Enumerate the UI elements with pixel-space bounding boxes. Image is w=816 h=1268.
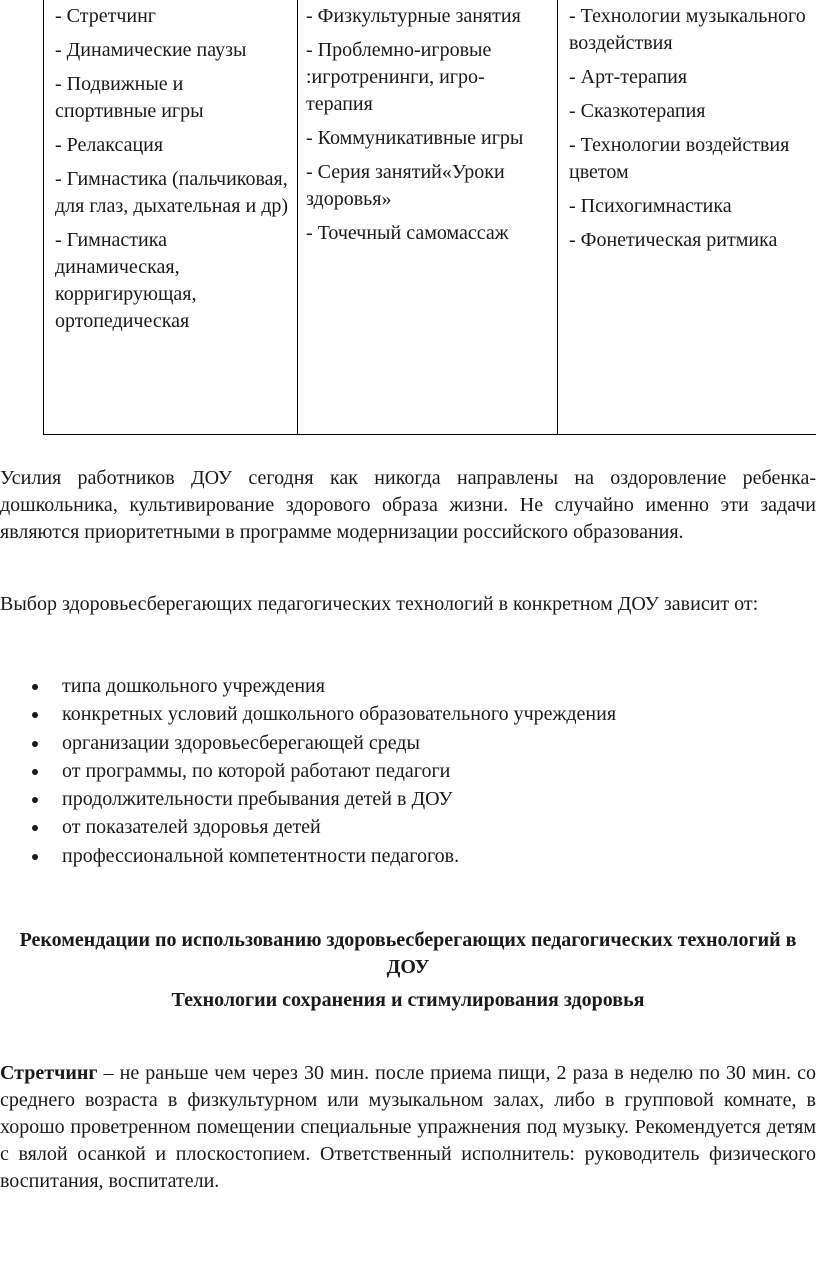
cell-item: - Подвижные и спортивные игры: [55, 73, 204, 122]
cell-item: - Серия занятий«Уроки здоровья»: [306, 161, 505, 210]
cell-item: - Стретчинг: [55, 5, 157, 27]
list-item-text: от программы, по которой работают педагоги: [62, 759, 451, 782]
bullet-icon: [32, 741, 38, 747]
cell-item: - Точечный самомассаж: [306, 222, 509, 244]
cell-item: - Гимнастика (пальчиковая, для глаз, дыхательная и др): [55, 168, 289, 217]
cell-item: - Психогимнастика: [569, 195, 732, 217]
technologies-table: [43, 0, 816, 435]
choice-paragraph: Выбор здоровьесберегающих педагогических технологий в конкретном ДОУ зависит от:: [0, 593, 759, 615]
table-row: [44, 0, 816, 435]
list-item: [0, 813, 616, 841]
bullet-icon: [32, 684, 38, 690]
stretching-description: – не раньше чем через 30 мин. после приема пищи, 2 раза в неделю по 30 мин. со среднего возраста в физкультурном или музыкальном залах, либо в групповой комнате, в хорошо проветренном помещении специальные упражнения под музыку. Рекомендуется детям с вялой осанкой и плоскостопием. Ответственный исполнитель: руководитель физического воспитания, воспитатели.: [0, 1062, 816, 1192]
list-item-text: продолжительности пребывания детей в ДОУ: [62, 788, 453, 811]
list-item-text: типа дошкольного учреждения: [62, 675, 325, 697]
section-heading: Рекомендации по использованию здоровьесберегающих педагогических технологий в ДОУ: [19, 929, 797, 978]
list-item-text: от показателей здоровья детей: [62, 816, 321, 839]
list-item: [0, 757, 616, 785]
cell-item: - Арт-терапия: [569, 66, 688, 88]
cell-item: - Фонетическая ритмика: [569, 229, 778, 251]
list-item: [0, 785, 616, 813]
list-item-text: профессиональной компетентности педагогов.: [62, 844, 460, 867]
bullet-icon: [32, 712, 38, 718]
bullet-icon: [32, 854, 38, 860]
table-cell-col-3: [558, 0, 816, 435]
table-cell-col-2: [298, 0, 558, 435]
term-stretching: Стретчинг: [0, 1062, 98, 1084]
bullet-icon: [32, 797, 38, 803]
list-item: [0, 842, 616, 870]
bullet-icon: [32, 769, 38, 775]
cell-item: - Релаксация: [55, 134, 164, 156]
list-item-text: конкретных условий дошкольного образовательного учреждения: [62, 703, 617, 726]
table-cell-col-1: [44, 0, 298, 435]
cell-item: - Физкультурные занятия: [306, 5, 521, 27]
cell-item: - Технологии воздействия цветом: [569, 134, 790, 183]
cell-item: - Коммуникативные игры: [306, 127, 524, 149]
factors-list: [0, 672, 616, 870]
subsection-heading: Технологии сохранения и стимулирования здоровья: [171, 989, 645, 1011]
list-item: [0, 672, 616, 700]
bullet-icon: [32, 825, 38, 831]
stretching-paragraph: [0, 1060, 816, 1195]
intro-paragraph: Усилия работников ДОУ сегодня как никогда направлены на оздоровление ребенка-дошкольника, культивирование здорового образа жизни. Не случайно именно эти задачи являются приоритетными в программе модернизации российского образования.: [0, 467, 816, 543]
cell-item: - Динамические паузы: [55, 39, 247, 61]
cell-item: - Сказкотерапия: [569, 100, 706, 122]
cell-item: - Технологии музыкального воздействия: [569, 5, 806, 54]
list-item: [0, 700, 616, 728]
list-item: [0, 729, 616, 757]
list-item-text: организации здоровьесберегающей среды: [62, 731, 420, 754]
cell-item: - Гимнастика динамическая, корригирующая, ортопедическая: [55, 229, 197, 332]
cell-item: - Проблемно-игровые :игротренинги, игро-терапия: [306, 39, 492, 115]
